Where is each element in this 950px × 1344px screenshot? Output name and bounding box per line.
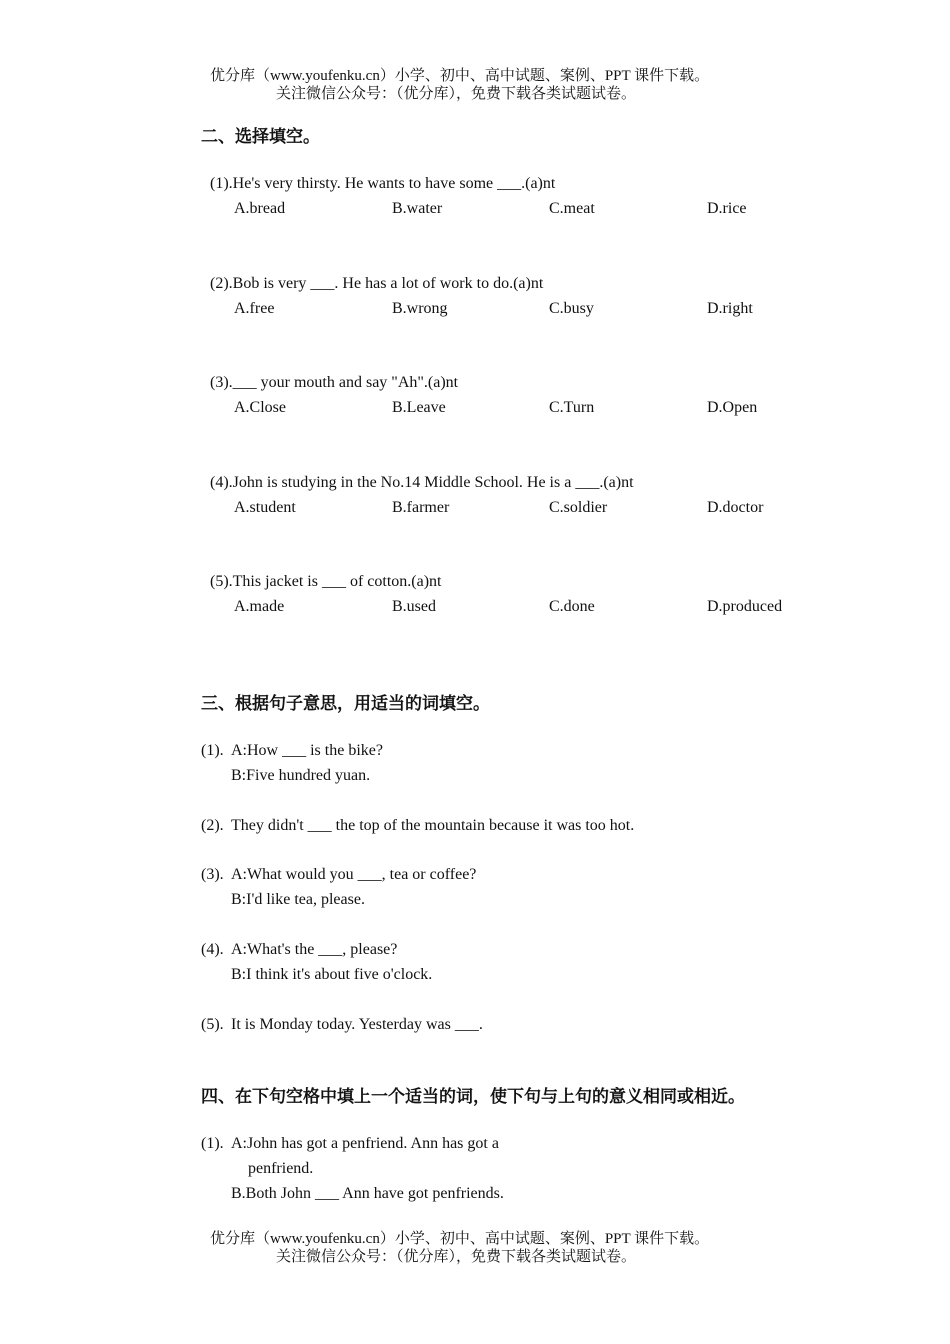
question-2-3-stem: (3).___ your mouth and say "Ah".(a)nt <box>210 374 459 391</box>
item-4-1-line-a: A:John has got a penfriend. Ann has got a <box>231 1135 499 1152</box>
item-3-2-line: They didn't ___ the top of the mountain because it was too hot. <box>231 817 635 834</box>
question-2-5-stem: (5).This jacket is ___ of cotton.(a)nt <box>210 573 442 590</box>
option-b: B.used <box>392 598 436 615</box>
option-b: B.Leave <box>392 399 446 416</box>
option-d: D.doctor <box>707 499 764 516</box>
item-3-5-line: It is Monday today. Yesterday was ___. <box>231 1016 483 1033</box>
option-c: C.meat <box>549 200 595 217</box>
option-d: D.rice <box>707 200 747 217</box>
option-b: B.farmer <box>392 499 450 516</box>
question-2-1-options <box>234 199 874 219</box>
option-c: C.soldier <box>549 499 608 516</box>
section-3-title: 三、根据句子意思，用适当的词填空。 <box>201 694 490 714</box>
item-4-1-line-a-cont: penfriend. <box>248 1160 314 1177</box>
question-2-1-stem: (1).He's very thirsty. He wants to have some ___.(a)nt <box>210 175 556 192</box>
option-c: C.done <box>549 598 595 615</box>
option-b: B.water <box>392 200 443 217</box>
section-2-title: 二、选择填空。 <box>201 127 320 147</box>
option-a: A.made <box>234 598 285 615</box>
option-d: D.produced <box>707 598 783 615</box>
section-4-title: 四、在下句空格中填上一个适当的词，使下句与上句的意义相同或相近。 <box>201 1087 745 1107</box>
item-4-1-number: (1). <box>201 1135 224 1152</box>
question-2-4-options <box>234 498 874 518</box>
header-line-2: 关注微信公众号：（优分库），免费下载各类试题试卷。 <box>276 86 637 102</box>
item-3-4-line-a: A:What's the ___, please? <box>231 941 398 958</box>
option-b: B.wrong <box>392 300 448 317</box>
option-a: A.Close <box>234 399 286 416</box>
option-c: C.busy <box>549 300 594 317</box>
item-3-5-number: (5). <box>201 1016 224 1033</box>
header-line-1: 优分库（www.youfenku.cn）小学、初中、高中试题、案例、PPT 课件下载。 <box>210 68 710 84</box>
item-3-1-number: (1). <box>201 742 224 759</box>
footer-line-1: 优分库（www.youfenku.cn）小学、初中、高中试题、案例、PPT 课件下载。 <box>210 1231 710 1247</box>
item-3-2-number: (2). <box>201 817 224 834</box>
item-4-1-line-b: B.Both John ___ Ann have got penfriends. <box>231 1185 504 1202</box>
question-2-3-options <box>234 398 874 418</box>
option-d: D.right <box>707 300 753 317</box>
item-3-1-line-a: A:How ___ is the bike? <box>231 742 383 759</box>
question-2-2-options <box>234 299 874 319</box>
option-a: A.free <box>234 300 275 317</box>
question-2-4-stem: (4).John is studying in the No.14 Middle School. He is a ___.(a)nt <box>210 474 634 491</box>
item-3-4-number: (4). <box>201 941 224 958</box>
option-d: D.Open <box>707 399 758 416</box>
question-2-2-stem: (2).Bob is very ___. He has a lot of work to do.(a)nt <box>210 275 544 292</box>
item-3-1-line-b: B:Five hundred yuan. <box>231 767 371 784</box>
option-a: A.bread <box>234 200 286 217</box>
item-3-3-line-b: B:I'd like tea, please. <box>231 891 365 908</box>
item-3-3-number: (3). <box>201 866 224 883</box>
footer-line-2: 关注微信公众号：（优分库），免费下载各类试题试卷。 <box>276 1249 637 1265</box>
option-c: C.Turn <box>549 399 595 416</box>
question-2-5-options <box>234 597 874 617</box>
item-3-4-line-b: B:I think it's about five o'clock. <box>231 966 433 983</box>
item-3-3-line-a: A:What would you ___, tea or coffee? <box>231 866 477 883</box>
option-a: A.student <box>234 499 296 516</box>
